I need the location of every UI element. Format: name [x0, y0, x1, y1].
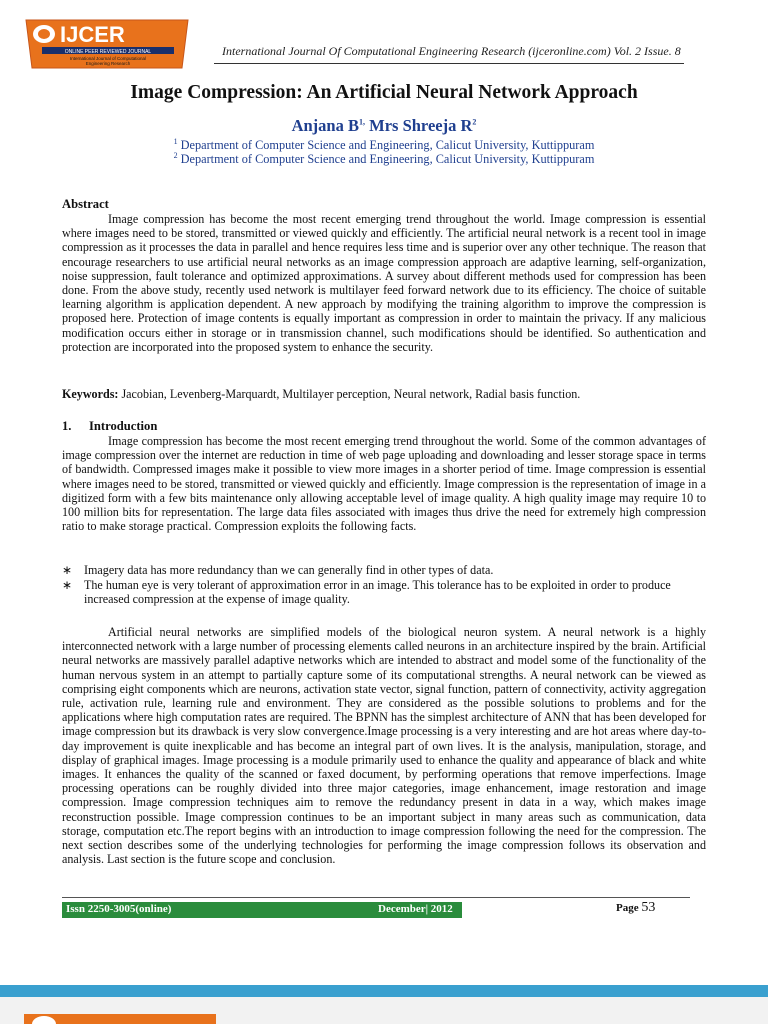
footer-rule [62, 897, 690, 898]
page-number: 53 [641, 900, 656, 915]
author-1: Anjana B [291, 116, 359, 135]
affiliation-2-text: Department of Computer Science and Engineering, Calicut University, Kuttippuram [180, 152, 595, 166]
header-rule [214, 63, 684, 64]
footer-page [616, 900, 655, 916]
bullet-item [62, 578, 706, 606]
running-head: International Journal Of Computational Engineering Research (ijceronline.com) Vol. 2 Issue. 8 [222, 44, 681, 58]
affiliation-1-text: Department of Computer Science and Engineering, Calicut University, Kuttippuram [180, 138, 595, 152]
bullet-text: Imagery data has more redundancy than we can generally find in other types of data. [84, 563, 494, 577]
intro-heading: Introduction [89, 419, 158, 433]
svg-text:Engineering Research: Engineering Research [85, 61, 131, 66]
keywords-label: Keywords: [62, 387, 119, 401]
bullet-text: The human eye is very tolerant of approximation error in an image. This tolerance has to be exploited in order to produce increased compression at the expense of image quality. [84, 578, 671, 607]
abstract-heading: Abstract [62, 197, 109, 211]
ijcer-logo [22, 14, 192, 74]
svg-text:ONLINE PEER REVIEWED JOURNAL: ONLINE PEER REVIEWED JOURNAL [64, 49, 152, 55]
page-label: Page [616, 902, 642, 914]
abstract-body: Image compression has become the most recent emerging trend throughout the world. Image compression is essential where images need to be stored, transmitted or viewed quickly and efficiently. The artificial neural network is a recent tool in image compression as it processes the data in parallel and hence requires less time and is superior over any other technique. The reason that encourage researchers to use artificial neural networks as an image compression approach are adaptive learning, self-organization, noise suppression, fault tolerance and optimized approximations. A survey about different methods used for compression has been done. From the above study, recently used network is multilayer feed forward network due to its efficiency. The choice of suitable learning algorithm is application dependent. A new approach by modifying the training algorithm to improve the compression is proposed here. Protection of image contents is equally important as compression in order to maintain the privacy. If any malicious modification occurs either in storage or in transmission channel, such modifications should be identified. So authentication and protection are incorporated into the proposed system to enhance the security. [62, 212, 706, 354]
abstract-text [62, 212, 706, 354]
affiliation-2-sup: 2 [173, 150, 178, 160]
affiliation-1-sup: 1 [173, 136, 178, 146]
keywords-text: Jacobian, Levenberg-Marquardt, Multilayer perception, Neural network, Radial basis function. [118, 387, 581, 401]
bullet-mark: ∗ [62, 563, 73, 577]
footer-issn: Issn 2250-3005(online) [66, 903, 172, 915]
intro-paragraph-2 [62, 625, 706, 866]
bullet-mark: ∗ [62, 578, 73, 593]
paper-title: Image Compression: An Artificial Neural Network Approach [130, 82, 638, 103]
intro-bullet-list [62, 563, 706, 608]
page-break-strip [0, 985, 768, 997]
intro-p2: Artificial neural networks are simplified models of the biological neuron system. A neural network is a highly interconnected network with a large number of processing elements called neurons in an architecture inspired by the brain. Artificial neural networks are massively parallel adaptive networks which are intended to abstract and model some of the functionality of the human nervous system in an attempt to partially capture some of its computational strengths. A neural network can be viewed as comprising eight components which are neurons, activation state vector, signal function, pattern of connectivity, activity aggregation rule, activation rule, learning rule and environment. They are considered as the possible solutions to problems and for the applications where high computation rates are required. The BPNN has the simplest architecture of ANN that has been developed for image compression but its drawback is very slow convergence.Image processing is a very interesting and are hot areas where day-to-day improvement is quite inexplicable and has become an integral part of own lives. It is the analysis, manipulation, storage, and display of graphical images. Image processing is a module primarily used to enhance the quality and appearance of black and white images. It enhances the quality of the scanned or faxed document, by performing operations that remove imperfections. Image processing operations can be roughly divided into three major categories, image enhancement, image restoration and image compression. Image compression techniques aim to remove the redundancy present in data in a way, which makes image reconstruction possible. Image compression continues to be an important subject in many areas such as communication, data storage, computation etc.The report begins with an introduction to image compression following the need for the compression. The next section describes some of the underlying technologies for performing the image compression follows its observation and analysis. Last section is the future scope and conclusion. [62, 625, 706, 867]
intro-p1: Image compression has become the most recent emerging trend throughout the world. Some of the common advantages of image compression over the internet are reduction in time of web page uploading and downloading and lesser storage space in terms of bandwidth. Compressed images make it possible to view more images in a shorter period of time. Image compression is essential where images need to be stored, transmitted or viewed quickly and efficiently. Image compression is the representation of image in a digitized form with a few bits maintenance only allowing acceptable level of image quality. A high quality image may require 10 to 100 million bits for representation. The large data files associated with images thus drive the need for extremely high compression ratio to make storage practical. Compression exploits the following facts. [62, 434, 706, 534]
affiliation-2 [0, 152, 768, 167]
authors [0, 116, 768, 136]
intro-paragraph-1 [62, 434, 706, 533]
author-1-sup: 1, [359, 117, 365, 127]
keywords [62, 387, 706, 402]
intro-number: 1. [62, 419, 72, 433]
svg-text:IJCER: IJCER [60, 22, 125, 47]
bullet-item [62, 563, 706, 577]
next-page-logo [20, 1008, 220, 1024]
author-2: Mrs Shreeja R [365, 116, 473, 135]
footer-date: December| 2012 [378, 903, 453, 915]
affiliation-1 [0, 138, 768, 153]
author-2-sup: 2 [472, 117, 477, 127]
svg-text:International Journal of Compu: International Journal of Computational [69, 56, 147, 61]
